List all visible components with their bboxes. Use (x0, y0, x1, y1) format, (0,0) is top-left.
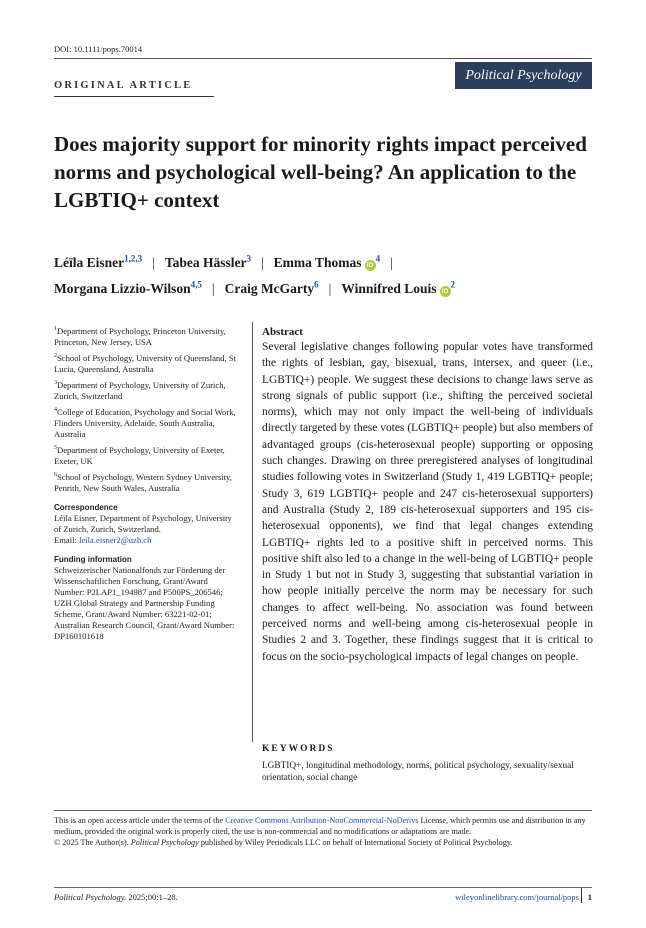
author-separator: | (390, 255, 393, 270)
page-number: 1 (587, 892, 592, 902)
journal-badge: Political Psychology (455, 62, 592, 89)
affiliation: $^6$School of Psychology, Western Sydney University, Penrith, New South Wales, Australia (54, 472, 232, 493)
affiliation: $^3$Department of Psychology, University of Zurich, Zurich, Switzerland (54, 380, 226, 401)
orcid-icon[interactable]: iD (440, 286, 451, 297)
author-name[interactable]: Léïla Eisner (54, 255, 125, 270)
author-name[interactable]: Craig McGarty (224, 281, 315, 296)
author-affiliation-ref[interactable]: 1,2,3 (124, 253, 143, 264)
license-link[interactable]: Creative Commons Attribution-NonCommercial-NoDerivs (225, 816, 419, 825)
author-separator: | (328, 281, 332, 296)
keywords-text: LGBTIQ+, longitudinal methodology, norms, political psychology, sexuality/sexual orientation, social change (262, 761, 574, 783)
author-name[interactable]: Morgana Lizzio-Wilson (54, 281, 191, 296)
funding-text: Schweizerischer Nationalfonds zur Förderung der Wissenschaftlichen Forschung, Grant/Award Number: P2LAP1_194987 and P500PS_206546; UZH Global Strategy and Partnership Funding Scheme, Grant/Award Number: 63221-02-01; Australian Research Council, Grant/Award Number: DP160101618 (54, 565, 235, 641)
article-sidebar (54, 326, 240, 642)
author-affiliation-ref[interactable]: 6 (314, 279, 319, 290)
email-link[interactable]: leila.eisner2@uzh.ch (79, 535, 152, 545)
doi: DOI: 10.1111/pops.70014 (54, 44, 143, 54)
article-type-rule (54, 96, 214, 97)
license-text: This is an open access article under the terms of the Creative Commons Attribution-NonCommercial-NoDerivs License, which permits use and distribution in any medium, provided the original work is properly cited, the use is non-commercial and no modifications or adaptations are made. (54, 816, 586, 836)
author-name[interactable]: Winnifred Louis (341, 281, 437, 296)
abstract-heading: Abstract (262, 326, 303, 338)
footer-rule (54, 887, 592, 888)
correspondence-email-line: Email: leila.eisner2@uzh.ch (54, 535, 152, 545)
affiliation: $^2$School of Psychology, University of Queensland, St Lucia, Queensland, Australia (54, 353, 236, 374)
footnote-rule (54, 810, 592, 811)
abstract-section (262, 326, 593, 665)
author-separator: | (152, 255, 155, 270)
author-affiliation-ref[interactable]: 2 (450, 279, 456, 290)
license-footnote (54, 815, 594, 848)
author-affiliation-ref[interactable]: 4,5 (190, 279, 202, 290)
affiliation: $^5$Department of Psychology, University of Exeter, Exeter, UK (54, 445, 225, 466)
author-name[interactable]: Emma Thomas (273, 255, 362, 270)
orcid-icon[interactable]: iD (365, 260, 376, 271)
keywords-heading: KEYWORDS (262, 744, 335, 754)
author-affiliation-ref[interactable]: 4 (375, 253, 381, 264)
author-name[interactable]: Tabea Hässler (164, 255, 247, 270)
correspondence-text: Léïla Eisner, Department of Psychology, University of Zurich, Zurich, Switzerland. (54, 513, 232, 534)
journal-url-link[interactable]: wileyonlinelibrary.com/journal/pops (455, 892, 579, 902)
abstract-text: Several legislative changes following popular votes have transformed the rights of lesbian, gay, bisexual, trans, intersex, and queer (i.e., LGBTIQ+) people. We suggest these decisions to change laws serve as strong signals of public support (i.e., shifting the perceived societal norms), which may not only impact the well-being of individuals directly targeted by these votes (LGBTIQ+ people) but also members of advantaged groups (cis-heterosexual people) supporting or opposing such changes. Drawing on three preregistered analyses of longitudinal studies following votes in Switzerland (Study 1, 419 LGBTIQ+ people; Study 3, 619 LGBTIQ+ people and 247 cis-heterosexual supporters) and Australia (Study 2, 189 cis-heterosexual supporters and 195 cis-heterosexual opponents), we find that legal changes extending LGBTIQ+ rights led to a positive shift in perceived norms. This positive shift also led to a change in the well-being of LGBTIQ+ people in Study 1 but not in Study 3, suggesting that substantial variation in how people initially perceive the norm may be necessary for such changes to affect well-being. No association was found between perceived norms and well-being among cis-heterosexual people in Studies 2 and 3. Together, these findings suggest that it is critical to focus on the socio-psychological impacts of legal changes on people. (262, 341, 593, 663)
affiliation: $^4$College of Education, Psychology and Social Work, Flinders University, Adelaide, South Australia, Australia (54, 407, 236, 439)
author-separator: | (211, 281, 215, 296)
page-number-divider (581, 888, 582, 903)
footer-citation: Political Psychology. 2025;00:1–28. (54, 892, 178, 902)
author-list (54, 250, 594, 302)
column-divider (252, 322, 253, 742)
affiliation: $^1$Department of Psychology, Princeton University, Princeton, New Jersey, USA (54, 326, 226, 347)
correspondence-heading: Correspondence (54, 503, 118, 512)
copyright-text: © 2025 The Author(s). Political Psychology published by Wiley Periodicals LLC on behalf of International Society of Political Psychology. (54, 838, 513, 847)
author-affiliation-ref[interactable]: 3 (246, 253, 251, 264)
funding-heading: Funding information (54, 555, 132, 564)
top-rule (54, 58, 592, 59)
author-line-2 (54, 276, 594, 302)
article-title: Does majority support for minority rights impact perceived norms and psychological well-being? An application to the LGBTIQ+ context (54, 132, 587, 212)
article-type: ORIGINAL ARTICLE (54, 80, 193, 91)
author-line-1 (54, 250, 594, 276)
author-separator: | (260, 255, 264, 270)
